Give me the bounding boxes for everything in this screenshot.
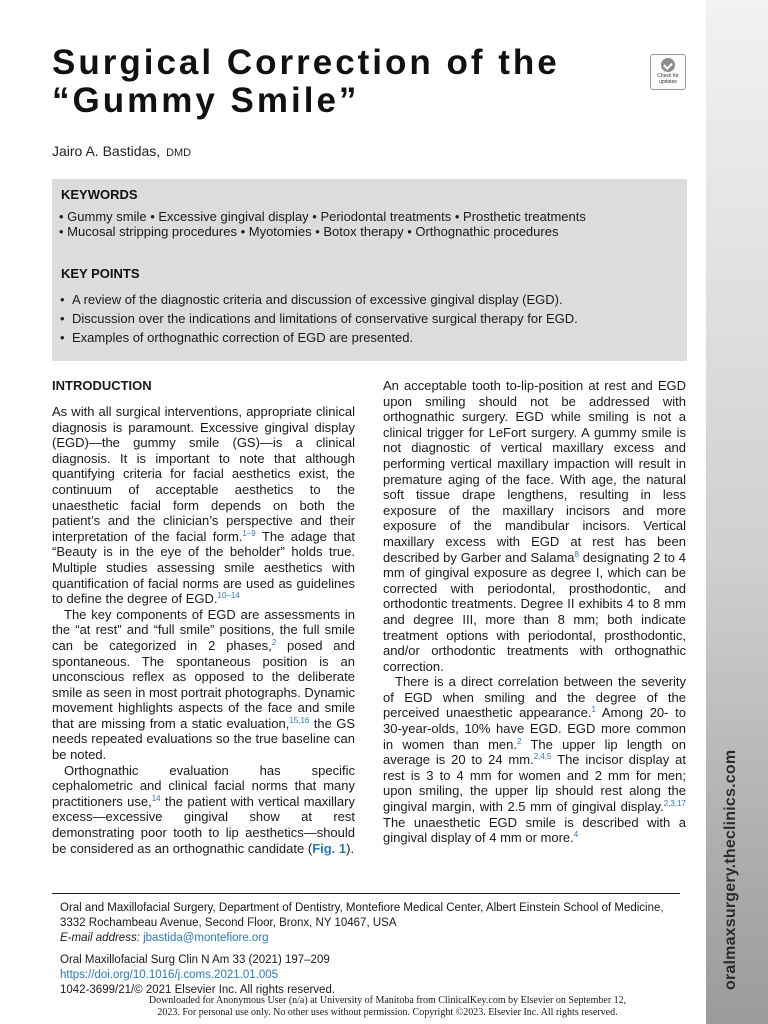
key-point-item: • Discussion over the indications and limitations of conservative surgical therapy for EGD. bbox=[58, 309, 578, 328]
doi-link[interactable]: https://doi.org/10.1016/j.coms.2021.01.005 bbox=[60, 969, 279, 981]
paragraph: Orthognathic evaluation has specific cephalometric and clinical facial norms that many practitioners use,$^{14}$ the patient with vertical maxillary excess—excessive gingival show at rest demonstrating poor tooth to lip aesthetics—should be considered as an orthognathic candidate (Fig. 1). bbox=[52, 762, 355, 856]
reference-link[interactable]: 2 bbox=[271, 637, 277, 647]
body-column-left bbox=[52, 378, 355, 856]
keywords-line-1: • Gummy smile • Excessive gingival display • Periodontal treatments • Prosthetic treatments bbox=[59, 209, 586, 224]
reference-link[interactable]: 4 bbox=[573, 830, 579, 840]
key-point-item: • Examples of orthognathic correction of EGD are presented. bbox=[58, 328, 578, 347]
check-updates-icon bbox=[661, 58, 675, 72]
author-name: Jairo A. Bastidas, bbox=[52, 143, 161, 159]
reference-link[interactable]: 2,3,17 bbox=[663, 799, 686, 809]
author-line bbox=[52, 143, 191, 159]
journal-citation: Oral Maxillofacial Surg Clin N Am 33 (2021) 197–209 bbox=[60, 954, 330, 966]
paragraph: There is a direct correlation between the severity of EGD when smiling and the degree of the perceived unaesthetic appearance.$^1$ Among 20- to 30-year-olds, 10% have EGD. EGD more common in women than men.$^2$ The upper lip length on average is 20 to 24 mm.$^{2,4,5}$ The incisor display at rest is 3 to 4 mm for women and 2 mm for men; upon smiling, the upper lip should rest along the gingival margin, with 2.5 mm of gingival display.$^{2,3,17}$ The unaesthetic EGD smile is described with a gingival display of 4 mm or more.$^4$ bbox=[383, 674, 686, 846]
key-points-heading: KEY POINTS bbox=[61, 266, 140, 281]
download-notice-line-2: 2023. For personal use only. No other uses without permission. Copyright ©2023. Elsevier Inc. All rights reserved. bbox=[157, 1007, 618, 1018]
affiliation-text: Oral and Maxillofacial Surgery, Department of Dentistry, Montefiore Medical Center, Albert Einstein School of Medicine, 3332 Rochambeau Avenue, Second Floor, Bronx, NY 10467, USA bbox=[60, 902, 664, 929]
keywords-heading: KEYWORDS bbox=[61, 187, 138, 202]
copyright-line: 1042-3699/21/© 2021 Elsevier Inc. All rights reserved. bbox=[60, 984, 336, 996]
journal-url[interactable]: oralmaxsurgery.theclinics.com bbox=[722, 749, 739, 990]
keywords-panel bbox=[52, 179, 687, 361]
email-label: E-mail address: bbox=[60, 932, 140, 944]
check-updates-label: Check for updates bbox=[657, 73, 679, 85]
key-points-list bbox=[58, 290, 578, 347]
reference-link[interactable]: 1 bbox=[591, 705, 596, 715]
reference-link[interactable]: 8 bbox=[574, 549, 579, 559]
email-link[interactable]: jbastida@montefiore.org bbox=[143, 932, 269, 944]
keywords-line-2: • Mucosal stripping procedures • Myotomies • Botox therapy • Orthognathic procedures bbox=[59, 224, 559, 239]
reference-link[interactable]: 14 bbox=[151, 793, 161, 803]
introduction-heading: INTRODUCTION bbox=[52, 378, 152, 393]
reference-link[interactable]: 2 bbox=[516, 736, 522, 746]
body-column-right bbox=[383, 378, 686, 846]
footer-divider bbox=[52, 893, 680, 894]
citation-block bbox=[60, 953, 660, 998]
download-notice-line-1: Downloaded for Anonymous User (n/a) at University of Manitoba from ClinicalKey.com by Elsevier on September 12, bbox=[148, 995, 627, 1006]
reference-link[interactable]: 2,4,5 bbox=[533, 752, 552, 762]
author-degree: DMD bbox=[166, 147, 192, 159]
article-title: Surgical Correction of the “Gummy Smile” bbox=[52, 43, 560, 120]
check-for-updates-badge[interactable] bbox=[650, 54, 686, 90]
paragraph: The key components of EGD are assessments in the “at rest” and “full smile” positions, the full smile can be categorized in 2 phases,$^2$ posed and spontaneous. The spontaneous position is an unconscious reflex as opposed to the deliberate smile as seen in most portrait photographs. Dynamic movement highlights aspects of the face and smile that are missing from a static evaluation,$^{15,16}$ the GS needs repeated evaluations so the true baseline can be noted. bbox=[52, 606, 355, 763]
paragraph: An acceptable tooth to-lip-position at rest and EGD upon smiling should not be addressed with orthognathic surgery. EGD while smiling is not a clinical trigger for LeFort surgery. A gummy smile is not diagnostic of vertical maxillary excess and performing vertical maxillary impaction will result in premature aging of the face. With age, the natural soft tissue drape lengthens, resulting in less exposure of the maxillary incisors and more exposure of the mandibular incisors. Vertical maxillary excess with EGD at rest has been described by Garber and Salama$^8$ designating 2 to 4 mm of gingival exposure as degree I, which can be corrected with periodontal, prosthodontic, and orthodontic treatments. Degree II exhibits 4 to 8 mm and degree III, more than 8 mm; both indicate treatment options with periodontal, prosthodontic, and/or orthodontic treatments with orthognathic correction. bbox=[383, 378, 686, 674]
reference-link[interactable]: 10–14 bbox=[217, 591, 240, 601]
figure-link[interactable]: Fig. 1 bbox=[312, 840, 347, 856]
key-point-item: • A review of the diagnostic criteria and discussion of excessive gingival display (EGD). bbox=[58, 290, 578, 309]
download-notice bbox=[100, 995, 675, 1019]
reference-link[interactable]: 15,16 bbox=[289, 715, 310, 725]
reference-link[interactable]: 1–9 bbox=[242, 528, 256, 538]
affiliation-block bbox=[60, 901, 690, 946]
paragraph: As with all surgical interventions, appropriate clinical diagnosis is paramount. Excessive gingival display (EGD)—the gummy smile (GS)—is a clinical diagnosis. It is important to note that although quantifying criteria for facial aesthetics exist, the continuum of acceptable aesthetics to the unaesthetic facial form depends on both the patient’s and the clinician’s perspective and their interpretation of the facial form.$^{1-9}$ The adage that “Beauty is in the eye of the beholder” holds true. Multiple studies assessing smile aesthetics with quantification of facial norms are used as guidelines to define the degree of EGD.$^{10-14}$ bbox=[52, 404, 355, 607]
